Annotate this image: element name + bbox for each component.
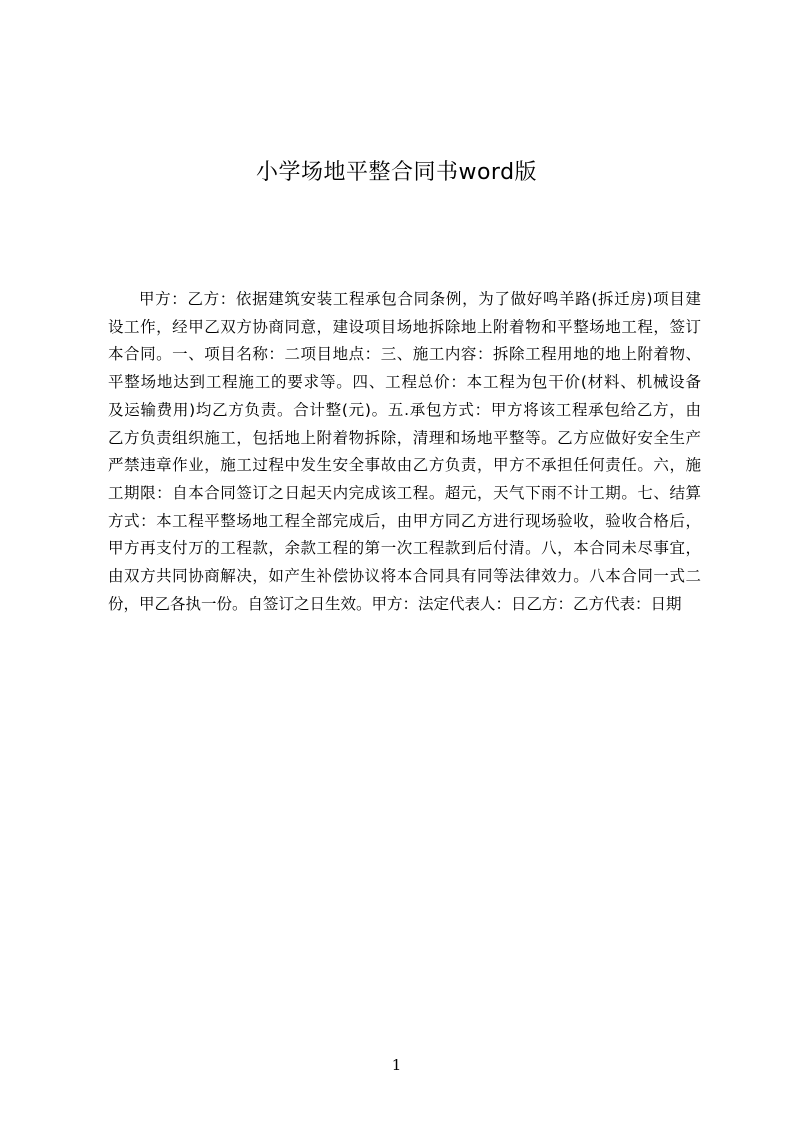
paragraph-line: 严禁违章作业，施工过程中发生安全事故由乙方负责，甲方不承担任何责任。六，施 <box>108 456 701 475</box>
paragraph-line: 本合同。一、项目名称：二项目地点：三、施工内容：拆除工程用地的地上附着物、 <box>108 345 701 364</box>
paragraph-line: 及运输费用)均乙方负责。合计整(元)。五.承包方式：甲方将该工程承包给乙方，由 <box>108 400 701 419</box>
document-title: 小学场地平整合同书word版 <box>255 159 538 185</box>
contract-body-paragraph <box>108 286 701 618</box>
paragraph-line: 平整场地达到工程施工的要求等。四、工程总价：本工程为包干价(材料、机械设备 <box>108 373 701 392</box>
paragraph-line: 甲方再支付万的工程款，余款工程的第一次工程款到后付清。八，本合同未尽事宜， <box>108 539 701 558</box>
paragraph-line: 由双方共同协商解决，如产生补偿协议将本合同具有同等法律效力。八本合同一式二 <box>108 567 701 586</box>
paragraph-line: 方式：本工程平整场地工程全部完成后，由甲方同乙方进行现场验收，验收合格后， <box>108 511 701 530</box>
paragraph-line: 设工作，经甲乙双方协商同意，建设项目场地拆除地上附着物和平整场地工程，签订 <box>108 317 701 336</box>
paragraph-line: 乙方负责组织施工，包括地上附着物拆除，清理和场地平整等。乙方应做好安全生产 <box>108 428 701 447</box>
paragraph-line: 工期限：自本合同签订之日起天内完成该工程。超元，天气下雨不计工期。七、结算 <box>108 483 701 502</box>
paragraph-line: 份，甲乙各执一份。自签订之日生效。甲方：法定代表人：日乙方：乙方代表：日期 <box>108 594 682 613</box>
page-number: 1 <box>391 1056 402 1074</box>
paragraph-line: 甲方：乙方：依据建筑安装工程承包合同条例，为了做好鸣羊路(拆迁房)项目建 <box>139 290 701 308</box>
